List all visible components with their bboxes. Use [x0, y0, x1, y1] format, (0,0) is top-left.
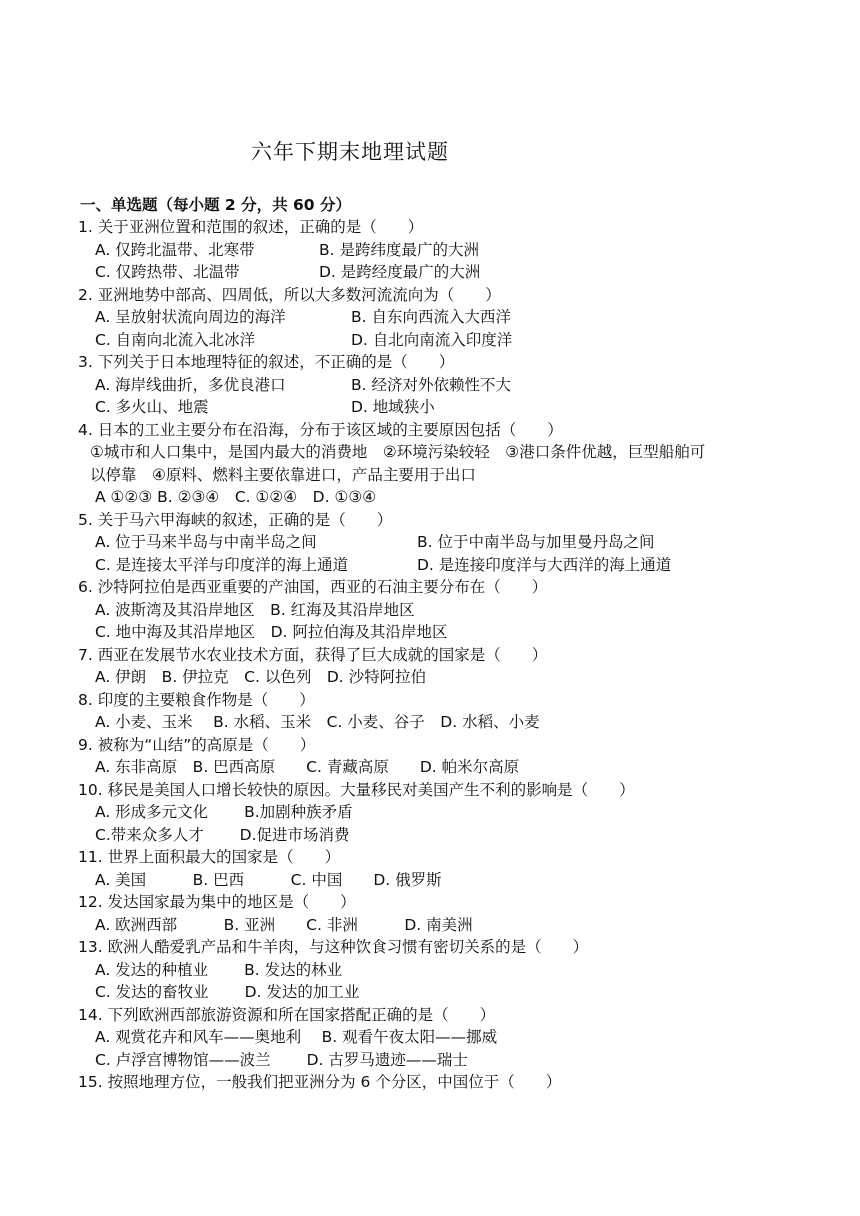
option-row: C. 发达的畜牧业 D. 发达的加工业 — [95, 983, 360, 1001]
answer-option: C. 是连接太平洋与印度洋的海上通道 — [95, 555, 349, 574]
option-row: A ①②③ B. ②③④ C. ①②④ D. ①③④ — [95, 488, 377, 506]
question-stem: 4. 日本的工业主要分布在沿海，分布于该区域的主要原因包括（ ） — [78, 420, 563, 439]
page-title: 六年下期末地理试题 — [251, 140, 449, 164]
question-stem: 15. 按照地理方位，一般我们把亚洲分为 6 个分区，中国位于（ ） — [78, 1073, 562, 1091]
question-stem: 2. 亚洲地势中部高、四周低，所以大多数河流流向为（ ） — [78, 285, 501, 304]
question-4 — [78, 419, 798, 509]
question-6 — [78, 576, 798, 644]
option-row — [78, 239, 798, 262]
question-9 — [78, 734, 798, 779]
answer-option: D. 地域狭小 — [351, 398, 435, 416]
question-2 — [78, 284, 798, 352]
question-11 — [78, 846, 798, 891]
question-stem: 9. 被称为“山结”的高原是（ ） — [78, 735, 316, 754]
answer-option: C. 仅跨热带、北温带 — [95, 263, 240, 281]
option-row: A. 发达的种植业 B. 发达的林业 — [95, 960, 343, 979]
question-10 — [78, 779, 798, 847]
question-stem: 13. 欧洲人酷爱乳产品和牛羊肉，与这种饮食习惯有密切关系的是（ ） — [78, 938, 589, 956]
answer-option: D. 自北向南流入印度洋 — [351, 330, 513, 349]
question-stem-continued: ①城市和人口集中，是国内最大的消费地 ②环境污染较轻 ③港口条件优越，巨型船舶可 — [90, 443, 706, 461]
option-row: A. 小麦、玉米 B. 水稻、玉米 C. 小麦、谷子 D. 水稻、小麦 — [95, 713, 540, 731]
option-row: A. 东非高原 B. 巴西高原 C. 青藏高原 D. 帕米尔高原 — [95, 758, 520, 776]
option-row: C.带来众多人才 D.促进市场消费 — [95, 825, 350, 844]
question-12 — [78, 891, 798, 936]
option-row — [78, 261, 798, 284]
question-1 — [78, 216, 798, 284]
question-stem: 11. 世界上面积最大的国家是（ ） — [78, 848, 341, 866]
section-heading: 一、单选题（每小题 2 分，共 60 分） — [80, 196, 351, 214]
answer-option: B. 经济对外依赖性不大 — [351, 375, 511, 394]
answer-option: A. 海岸线曲折，多优良港口 — [95, 375, 286, 394]
answer-option: D. 是连接印度洋与大西洋的海上通道 — [417, 555, 672, 574]
question-stem: 14. 下列欧洲西部旅游资源和所在国家搭配正确的是（ ） — [78, 1005, 496, 1024]
answer-option: A. 呈放射状流向周边的海洋 — [95, 308, 286, 326]
option-row — [78, 396, 798, 419]
option-row — [78, 531, 798, 554]
answer-option: A. 仅跨北温带、北寒带 — [95, 240, 255, 259]
question-5 — [78, 509, 798, 577]
question-stem: 5. 关于马六甲海峡的叙述，正确的是（ ） — [78, 510, 393, 529]
question-stem: 12. 发达国家最为集中的地区是（ ） — [78, 893, 356, 911]
option-row: A. 伊朗 B. 伊拉克 C. 以色列 D. 沙特阿拉伯 — [95, 668, 427, 686]
question-stem: 10. 移民是美国人口增长较快的原因。大量移民对美国产生不利的影响是（ ） — [78, 780, 635, 799]
option-row — [78, 374, 798, 397]
question-list — [78, 216, 798, 1094]
answer-option: A. 位于马来半岛与中南半岛之间 — [95, 533, 317, 551]
question-3 — [78, 351, 798, 419]
answer-option: C. 自南向北流入北冰洋 — [95, 330, 256, 349]
question-8 — [78, 689, 798, 734]
question-stem-continued: 以停靠 ④原料、燃料主要依靠进口，产品主要用于出口 — [90, 465, 476, 484]
answer-option: B. 自东向西流入大西洋 — [351, 308, 511, 326]
option-row — [78, 306, 798, 329]
option-row: A. 美国 B. 巴西 C. 中国 D. 俄罗斯 — [95, 870, 442, 889]
option-row: A. 观赏花卉和风车——奥地利 B. 观看午夜太阳——挪威 — [95, 1028, 498, 1046]
answer-option: B. 位于中南半岛与加里曼丹岛之间 — [417, 533, 655, 551]
question-stem: 1. 关于亚洲位置和范围的叙述，正确的是（ ） — [78, 218, 424, 236]
question-13 — [78, 936, 798, 1004]
option-row — [78, 554, 798, 577]
option-row — [78, 329, 798, 352]
option-row: C. 地中海及其沿岸地区 D. 阿拉伯海及其沿岸地区 — [95, 623, 448, 641]
question-stem: 3. 下列关于日本地理特征的叙述，不正确的是（ ） — [78, 353, 455, 371]
question-stem: 6. 沙特阿拉伯是西亚重要的产油国，西亚的石油主要分布在（ ） — [78, 578, 548, 596]
option-row: C. 卢浮宫博物馆——波兰 D. 古罗马遗迹——瑞士 — [95, 1050, 468, 1069]
option-row: A. 形成多元文化 B.加剧种族矛盾 — [95, 803, 353, 821]
question-stem: 8. 印度的主要粮食作物是（ ） — [78, 690, 315, 709]
answer-option: B. 是跨纬度最广的大洲 — [319, 240, 479, 259]
question-stem: 7. 西亚在发展节水农业技术方面，获得了巨大成就的国家是（ ） — [78, 645, 548, 664]
question-7 — [78, 644, 798, 689]
option-row: A. 波斯湾及其沿岸地区 B. 红海及其沿岸地区 — [95, 600, 415, 619]
answer-option: D. 是跨经度最广的大洲 — [319, 263, 481, 281]
answer-option: C. 多火山、地震 — [95, 398, 209, 416]
question-15 — [78, 1071, 798, 1094]
option-row: A. 欧洲西部 B. 亚洲 C. 非洲 D. 南美洲 — [95, 915, 473, 934]
question-14 — [78, 1004, 798, 1072]
